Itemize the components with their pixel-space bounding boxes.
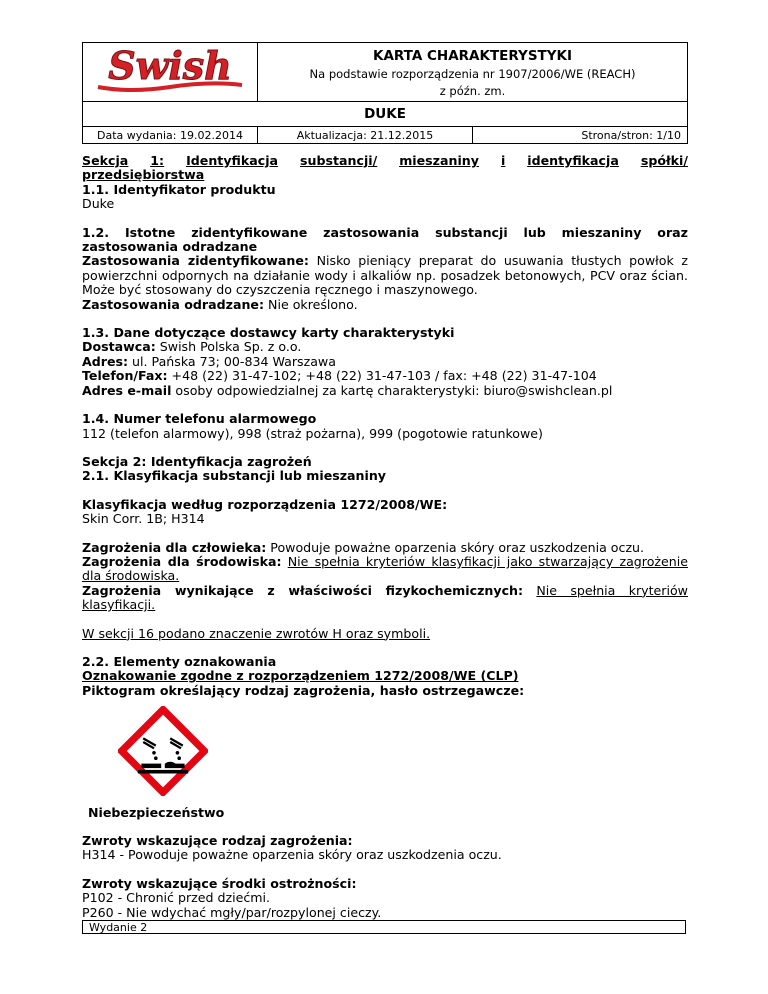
section16-note: W sekcji 16 podano znaczenie zwrotów H oraz symboli. — [82, 625, 431, 641]
s14-title: 1.4. Numer telefonu alarmowego — [82, 411, 317, 427]
s11-title: 1.1. Identyfikator produktu — [82, 181, 276, 197]
header-table — [82, 42, 688, 144]
p-statement: P260 - Nie wdychać mgły/par/rozpylonej cieczy. — [82, 904, 382, 920]
h-statement: H314 - Powoduje poważne oparzenia skóry oraz uszkodzenia oczu. — [82, 847, 502, 863]
signal-word: Niebezpieczeństwo — [88, 804, 225, 820]
page-info: Strona/stron: 1/10 — [473, 127, 688, 144]
document-title: KARTA CHARAKTERYSTYKI — [372, 48, 573, 64]
title-cell — [258, 43, 688, 102]
environment-hazards: Zagrożenia dla środowiska: Nie spełnia kryteriów klasyfikacji jako stwarzający zagrożenie dla środowiska. — [82, 553, 688, 584]
footer-edition: Wydanie 2 — [82, 920, 686, 934]
regulation-line-2: z późn. zm. — [439, 84, 506, 98]
section1-heading: Sekcja 1: Identyfikacja substancji/ mieszaniny i identyfikacja spółki/ — [82, 153, 688, 168]
document-page — [82, 42, 688, 920]
s13-title: 1.3. Dane dotyczące dostawcy karty charakterystyki — [82, 325, 455, 341]
s21-title: 2.1. Klasyfikacja substancji lub mieszaniny — [82, 468, 387, 484]
address: Adres: ul. Pańska 73; 00-834 Warszawa — [82, 353, 336, 369]
product-name: DUKE — [83, 102, 688, 127]
section1-heading-cont: przedsiębiorstwa — [82, 167, 205, 183]
supplier: Dostawca: Swish Polska Sp. z o.o. — [82, 339, 302, 355]
document-body — [82, 154, 688, 920]
section2-heading: Sekcja 2: Identyfikacja zagrożeń — [82, 453, 312, 469]
p-statements-title: Zwroty wskazujące środki ostrożności: — [82, 875, 357, 891]
logo-cell — [83, 43, 258, 102]
s11-value: Duke — [82, 196, 115, 212]
update-date: Aktualizacja: 21.12.2015 — [258, 127, 473, 144]
pictogram-title: Piktogram określający rodzaj zagrożenia, hasło ostrzegawcze: — [82, 682, 525, 698]
email: Adres e-mail osoby odpowiedzialnej za kartę charakterystyki: biuro@swishclean.pl — [82, 382, 613, 398]
s12-title: 1.2. Istotne zidentyfikowane zastosowania substancji lub mieszaniny oraz zastosowania odradzane — [82, 224, 688, 255]
p-statement: P102 - Chronić przed dziećmi. — [82, 890, 271, 906]
issue-date: Data wydania: 19.02.2014 — [83, 127, 258, 144]
clp-title: Oznakowanie zgodne z rozporządzeniem 1272/2008/WE (CLP) — [82, 668, 519, 684]
h-statements-title: Zwroty wskazujące rodzaj zagrożenia: — [82, 833, 353, 848]
classification-title: Klasyfikacja według rozporządzenia 1272/2008/WE: — [82, 496, 448, 512]
s14-text: 112 (telefon alarmowy), 998 (straż pożarna), 999 (pogotowie ratunkowe) — [82, 425, 543, 441]
physchem-hazards: Zagrożenia wynikające z właściwości fizykochemicznych: Nie spełnia kryteriów klasyfikacji. — [82, 582, 688, 613]
regulation-line-1: Na podstawie rozporządzenia nr 1907/2006/WE (REACH) — [309, 67, 636, 81]
s22-title: 2.2. Elementy oznakowania — [82, 653, 277, 669]
human-hazards: Zagrożenia dla człowieka: Powoduje poważne oparzenia skóry oraz uszkodzenia oczu. — [82, 539, 645, 555]
phone-fax: Telefon/Fax: +48 (22) 31-47-102; +48 (22) 31-47-103 / fax: +48 (22) 31-47-104 — [82, 368, 597, 384]
swish-logo — [90, 43, 250, 97]
s12-discouraged: Zastosowania odradzane: Nie określono. — [82, 296, 358, 312]
corrosion-pictogram-icon — [118, 706, 208, 796]
logo-text: Swish — [108, 43, 232, 88]
classification-value: Skin Corr. 1B; H314 — [82, 511, 205, 527]
s12-uses: Zastosowania zidentyfikowane: Nisko pieniący preparat do usuwania tłustych powłok z powierzchni odpornych na działanie wody i alkaliów np. posadzek betonowych, PCV oraz ścian. Może być stosowany do czyszczenia ręcznego i maszynowego. — [82, 253, 688, 298]
